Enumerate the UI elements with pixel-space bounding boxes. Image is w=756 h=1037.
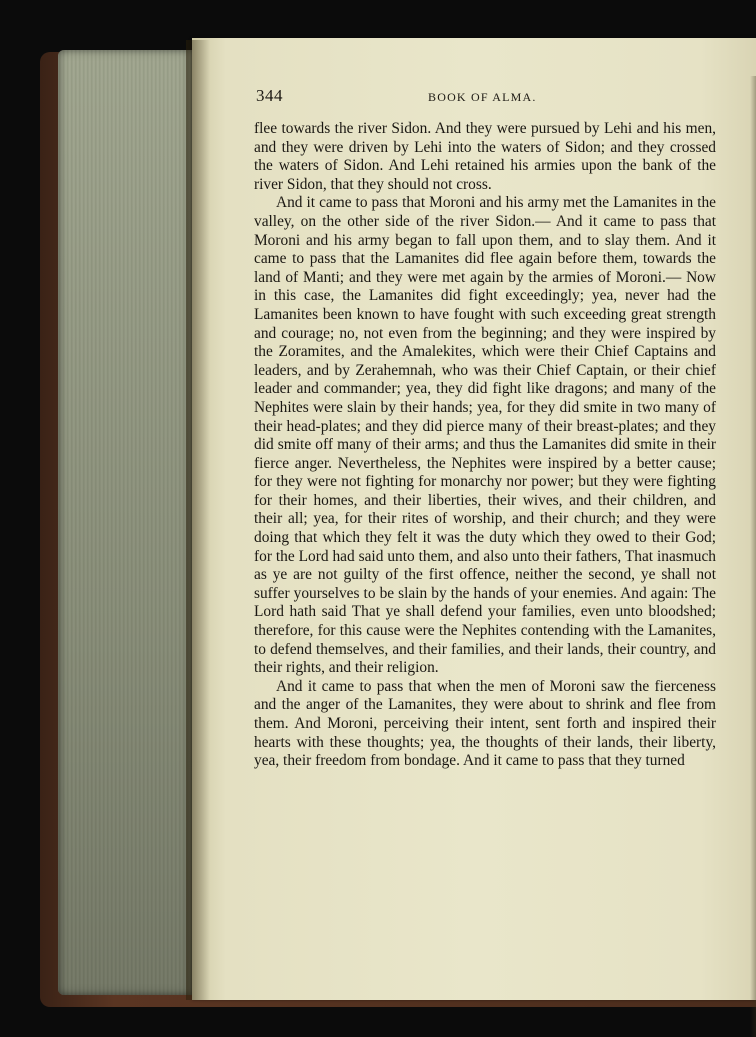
- page-number: 344: [256, 86, 283, 105]
- page-header: [256, 88, 746, 108]
- book-page: [192, 38, 756, 1000]
- paragraph-1: flee towards the river Sidon. And they were pursued by Lehi and his men, and they were driven by Lehi into the waters of Sidon; and they crossed the waters of Sidon. And Lehi retained his armies upon the bank of the river Sidon, that they should not cross.: [254, 120, 716, 193]
- body-text: [254, 120, 716, 771]
- page-right-edge: [750, 76, 756, 1037]
- running-head: BOOK OF ALMA.: [428, 90, 537, 104]
- page-edges: [58, 50, 196, 995]
- gutter-shadow: [186, 40, 210, 1000]
- paragraph-3: And it came to pass that when the men of Moroni saw the fierceness and the anger of the Lamanites, they were about to shrink and flee from them. And Moroni, perceiving their intent, sent forth and inspired their hearts with these thoughts; yea, the thoughts of their lands, their liberty, yea, their freedom from bondage. And it came to pass that they turned: [254, 677, 716, 770]
- paragraph-2: And it came to pass that Moroni and his army met the Lamanites in the valley, on the other side of the river Sidon.— And it came to pass that Moroni and his army began to fall upon them, and to slay them. And it came to pass that the Lamanites did flee again before them, towards the land of Manti; and they were met again by the armies of Moroni.— Now in this case, the Lamanites did fight exceedingly; yea, never had the Lamanites been known to have fought with such exceeding great strength and courage; no, not even from the beginning; and they were inspired by the Zoramites, and the Amalekites, which were their Chief Captains and leaders, and by Zerahemnah, who was their Chief Captain, or their chief leader and commander; yea, they did fight like dragons; and many of the Nephites were slain by their hands; yea, for they did smite in two many of their head-plates; and they did pierce many of their breast-plates; and they did smite off many of their arms; and thus the Lamanites did smite in their fierce anger. Nevertheless, the Nephites were inspired by a better cause; for they were not fighting for monarchy nor power; but they were fighting for their homes, and their liberties, their wives, and their children, and their all; yea, for their rites of worship, and their church; and they were doing that which they felt it was the duty which they owed to their God; for the Lord had said unto them, and also unto their fathers, That inasmuch as ye are not guilty of the first offence, neither the second, ye shall not suffer yourselves to be slain by the hands of your enemies. And again: The Lord hath said That ye shall defend your families, even unto bloodshed; therefore, for this cause were the Nephites contending with the Lamanites, to defend themselves, and their families, and their lands, their country, and their rights, and their religion.: [254, 194, 716, 677]
